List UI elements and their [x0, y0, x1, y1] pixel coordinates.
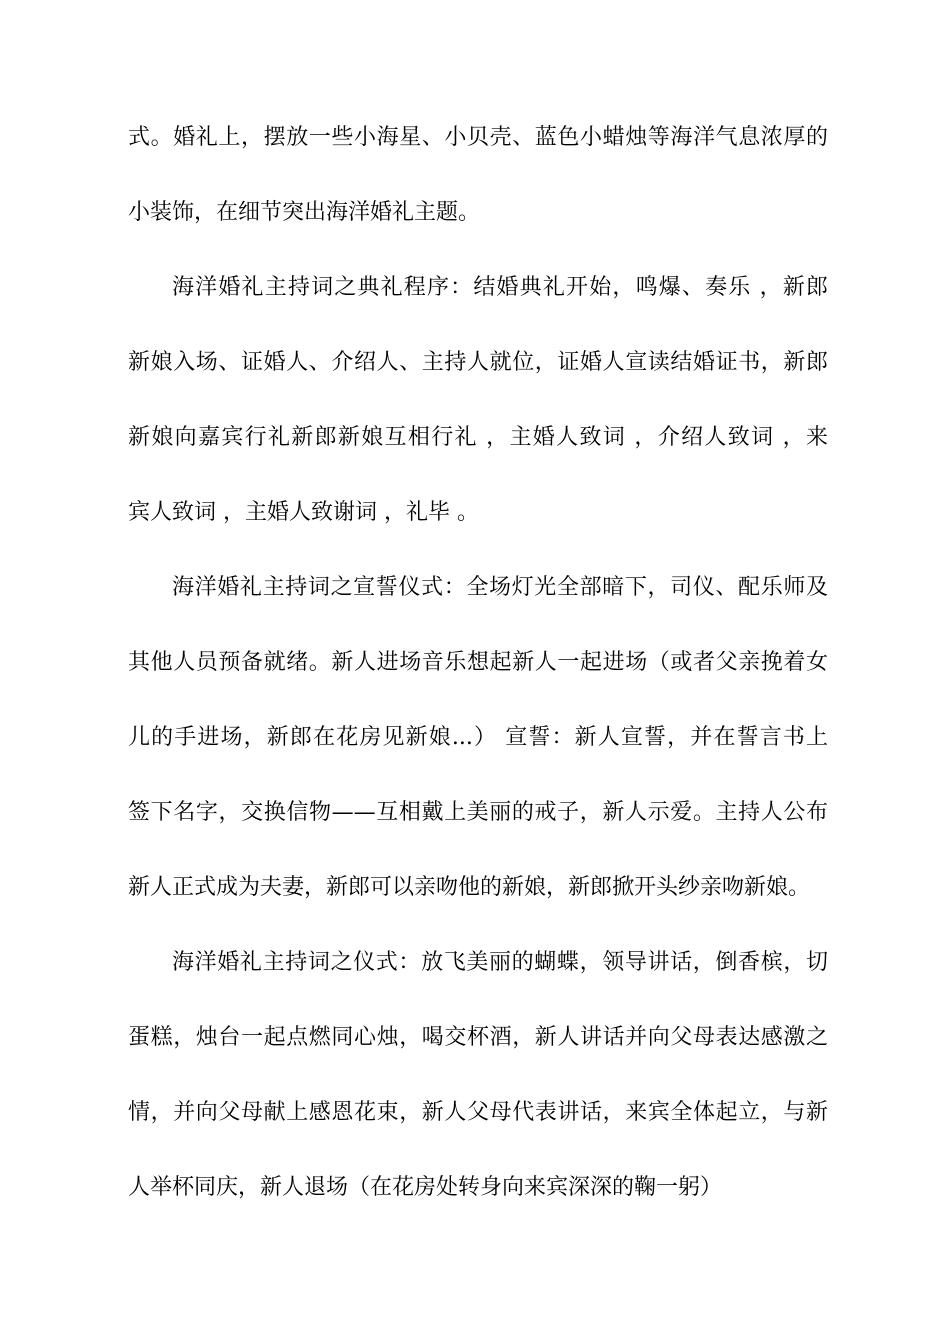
paragraph-4-line-1: 海洋婚礼主持词之仪式：放飞美丽的蝴蝶，领导讲话，倒香槟，切 [172, 950, 828, 975]
paragraph-2-line-2: 新娘入场、证婚人、介绍人、主持人就位，证婚人宣读结婚证书，新郎 [128, 350, 828, 375]
paragraph-4-line-2: 蛋糕，烛台一起点燃同心烛，喝交杯酒，新人讲话并向父母表达感激之 [128, 1025, 828, 1050]
paragraph-3-line-1: 海洋婚礼主持词之宣誓仪式：全场灯光全部暗下，司仪、配乐师及 [172, 575, 828, 600]
paragraph-2-line-4: 宾人致词 ，主婚人致谢词 ，礼毕 。 [128, 500, 479, 525]
paragraph-2-line-3: 新娘向嘉宾行礼新郎新娘互相行礼 ，主婚人致词 ，介绍人致词 ，来 [128, 425, 828, 450]
paragraph-3-line-4: 签下名字，交换信物——互相戴上美丽的戒子，新人示爱。主持人公布 [128, 800, 828, 825]
paragraph-3-line-3: 儿的手进场，新郎在花房见新娘...） 宣誓：新人宣誓，并在誓言书上 [128, 725, 828, 750]
paragraph-1-line-2: 小装饰，在细节突出海洋婚礼主题。 [128, 200, 481, 225]
paragraph-1-line-1: 式。婚礼上，摆放一些小海星、小贝壳、蓝色小蜡烛等海洋气息浓厚的 [128, 125, 828, 150]
paragraph-3-line-2: 其他人员预备就绪。新人进场音乐想起新人一起进场（或者父亲挽着女 [128, 650, 828, 675]
paragraph-4-line-3: 情，并向父母献上感恩花束，新人父母代表讲话，来宾全体起立，与新 [128, 1100, 828, 1125]
paragraph-4-line-4: 人举杯同庆，新人退场（在花房处转身向来宾深深的鞠一躬） [128, 1175, 723, 1200]
paragraph-3-line-5: 新人正式成为夫妻，新郎可以亲吻他的新娘，新郎掀开头纱亲吻新娘。 [128, 875, 811, 900]
paragraph-2-line-1: 海洋婚礼主持词之典礼程序：结婚典礼开始，鸣爆、奏乐 ，新郎 [172, 275, 828, 300]
